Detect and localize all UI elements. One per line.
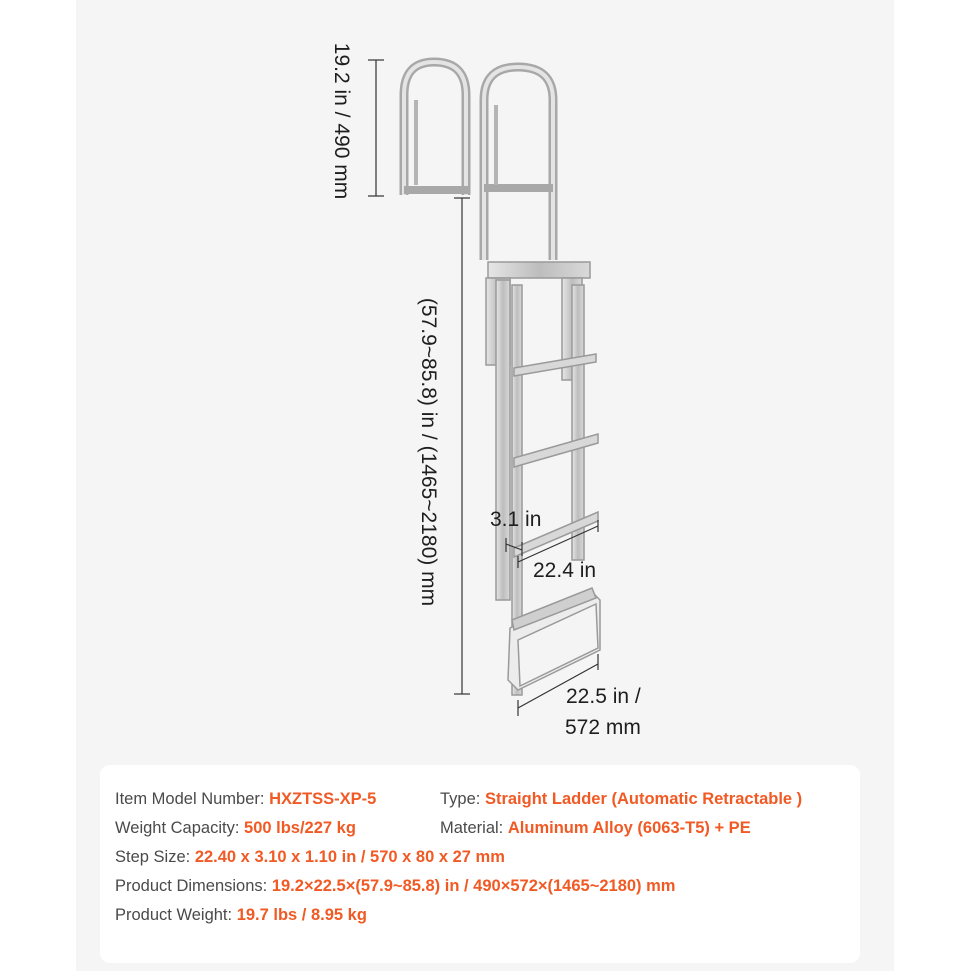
spec-step-size — [115, 848, 505, 867]
spec-material-value: Aluminum Alloy (6063-T5) + PE — [507, 819, 751, 837]
spec-product-dimensions — [115, 877, 675, 896]
spec-type — [440, 790, 802, 809]
spec-model-label: Item Model Number: — [115, 790, 265, 808]
spec-capacity-label: Weight Capacity: — [115, 819, 240, 837]
spec-capacity — [115, 819, 356, 838]
spec-material — [440, 819, 751, 838]
spec-type-label: Type: — [440, 790, 481, 808]
spec-product-weight — [115, 906, 367, 925]
spec-step-size-value: 22.40 x 3.10 x 1.10 in / 570 x 80 x 27 mm — [194, 848, 505, 866]
spec-product-dimensions-value: 19.2×22.5×(57.9~85.8) in / 490×572×(1465~2180) mm — [271, 877, 676, 895]
spec-model — [115, 790, 376, 809]
spec-capacity-value: 500 lbs/227 kg — [244, 819, 356, 837]
spec-step-size-label: Step Size: — [115, 848, 191, 866]
spec-product-weight-label: Product Weight: — [115, 906, 233, 924]
spec-product-dimensions-label: Product Dimensions: — [115, 877, 268, 895]
spec-material-label: Material: — [440, 819, 504, 837]
step-width-label: 22.4 in — [533, 559, 597, 582]
ladder-width-label-line2: 572 mm — [565, 716, 641, 739]
top-height-label: 19.2 in / 490 mm — [330, 42, 353, 200]
spec-product-weight-value: 19.7 lbs / 8.95 kg — [236, 906, 367, 924]
spec-type-value: Straight Ladder (Automatic Retractable ) — [484, 790, 803, 808]
extended-height-label: (57.9~85.8) in / (1465~2180) mm — [417, 297, 440, 607]
step-depth-label: 3.1 in — [490, 508, 542, 531]
ladder-width-label-line1: 22.5 in / — [566, 685, 641, 708]
spec-model-value: HXZTSS-XP-5 — [269, 790, 377, 808]
spec-card — [100, 765, 860, 963]
